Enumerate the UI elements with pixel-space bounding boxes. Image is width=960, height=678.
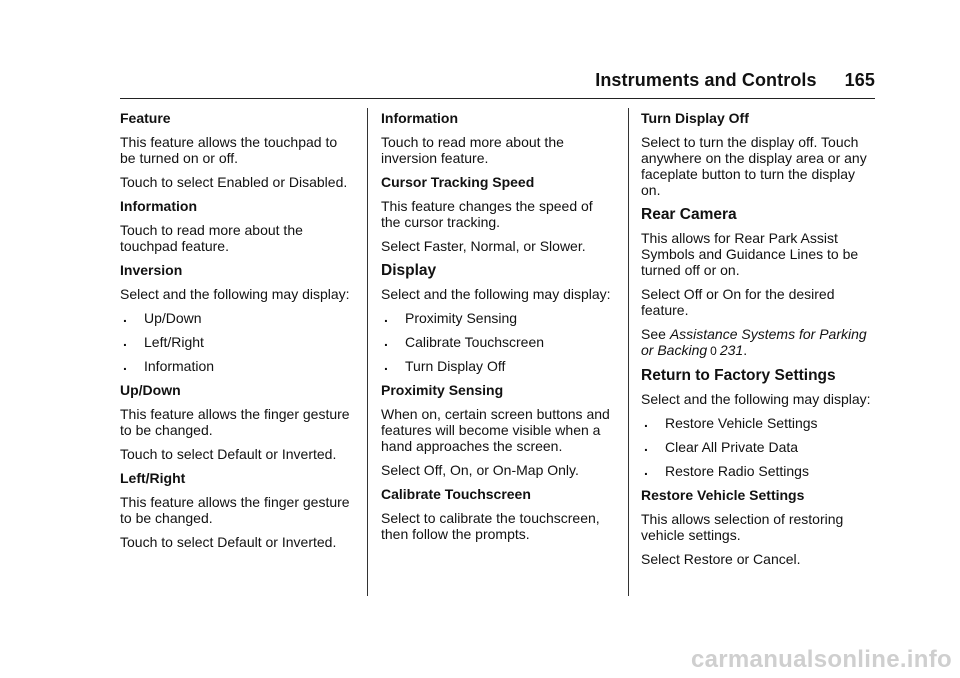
column-1 (120, 110, 355, 558)
list-item-label: Restore Radio Settings (665, 463, 809, 479)
paragraph: This feature allows the touchpad to be turned on or off. (120, 134, 338, 166)
paragraph: Select Faster, Normal, or Slower. (381, 238, 586, 254)
bullet-mark: . (123, 333, 127, 349)
paragraph: Touch to read more about the inversion feature. (381, 134, 564, 166)
column-divider-1 (367, 108, 368, 596)
heading-cursor-tracking-speed: Cursor Tracking Speed (381, 174, 535, 190)
paragraph: Select Off or On for the desired feature. (641, 286, 835, 318)
list-item (641, 439, 876, 455)
heading-restore-vehicle-settings: Restore Vehicle Settings (641, 487, 805, 503)
list-item (381, 334, 616, 350)
section-title: Instruments and Controls (595, 70, 817, 90)
page-ref-arrow-icon: 0 (710, 344, 717, 358)
bullet-mark: . (644, 414, 648, 430)
paragraph: Select to calibrate the touchscreen, then follow the prompts. (381, 510, 600, 542)
heading-calibrate-touchscreen: Calibrate Touchscreen (381, 486, 531, 502)
bullet-mark: . (644, 462, 648, 478)
list-item (381, 358, 616, 374)
column-2 (381, 110, 616, 550)
cross-reference-link[interactable]: Assistance Systems for Parking or Backing (641, 326, 867, 358)
list-item (120, 334, 355, 350)
paragraph: Select Off, On, or On-Map Only. (381, 462, 579, 478)
section-heading-rear-camera: Rear Camera (641, 206, 737, 223)
list-item (641, 463, 876, 479)
bullet-mark: . (384, 309, 388, 325)
column-3 (641, 110, 876, 575)
watermark: carmanualsonline.info (690, 646, 952, 673)
column-divider-2 (628, 108, 629, 596)
heading-feature: Feature (120, 110, 171, 126)
bullet-mark: . (384, 357, 388, 373)
section-heading-return-to-factory-settings: Return to Factory Settings (641, 367, 836, 384)
cross-reference-page[interactable]: 231 (719, 342, 744, 358)
paragraph: This allows selection of restoring vehicle settings. (641, 511, 844, 543)
paragraph: Select and the following may display: (381, 286, 611, 302)
see-prefix: See (641, 326, 666, 342)
bullet-mark: . (123, 309, 127, 325)
page-header (595, 70, 875, 91)
list-item-label: Proximity Sensing (405, 310, 518, 326)
page-number: 165 (844, 70, 875, 90)
paragraph: Touch to select Enabled or Disabled. (120, 174, 348, 190)
bullet-mark: . (384, 333, 388, 349)
list-item-label: Information (144, 358, 215, 374)
heading-up-down: Up/Down (120, 382, 181, 398)
header-divider (120, 98, 875, 99)
heading-proximity-sensing: Proximity Sensing (381, 382, 504, 398)
list-item (641, 415, 876, 431)
paragraph: This feature allows the finger gesture to be changed. (120, 494, 350, 526)
list-item-label: Left/Right (144, 334, 204, 350)
paragraph: This feature changes the speed of the cursor tracking. (381, 198, 593, 230)
heading-information: Information (120, 198, 197, 214)
paragraph: This feature allows the finger gesture to be changed. (120, 406, 350, 438)
list-item (381, 310, 616, 326)
list-item (120, 310, 355, 326)
paragraph: Touch to select Default or Inverted. (120, 534, 337, 550)
list-item-label: Turn Display Off (405, 358, 506, 374)
heading-inversion: Inversion (120, 262, 183, 278)
list-item-label: Calibrate Touchscreen (405, 334, 545, 350)
paragraph: Select Restore or Cancel. (641, 551, 801, 567)
bullet-mark: . (644, 438, 648, 454)
paragraph: Select and the following may display: (120, 286, 350, 302)
see-suffix: . (743, 342, 748, 358)
paragraph: Select to turn the display off. Touch anywhere on the display area or any faceplate button to turn the display on. (641, 134, 867, 198)
paragraph: When on, certain screen buttons and features will become visible when a hand approaches the screen. (381, 406, 610, 454)
section-heading-display: Display (381, 262, 437, 279)
list-item (120, 358, 355, 374)
heading-turn-display-off: Turn Display Off (641, 110, 749, 126)
list-item-label: Up/Down (144, 310, 202, 326)
list-item-label: Clear All Private Data (665, 439, 799, 455)
paragraph: Touch to select Default or Inverted. (120, 446, 337, 462)
paragraph: Touch to read more about the touchpad feature. (120, 222, 303, 254)
paragraph: Select and the following may display: (641, 391, 871, 407)
list-item-label: Restore Vehicle Settings (665, 415, 818, 431)
cross-reference-paragraph (641, 326, 876, 359)
paragraph: This allows for Rear Park Assist Symbols and Guidance Lines to be turned off or on. (641, 230, 859, 278)
bullet-mark: . (123, 357, 127, 373)
heading-left-right: Left/Right (120, 470, 186, 486)
heading-information: Information (381, 110, 458, 126)
